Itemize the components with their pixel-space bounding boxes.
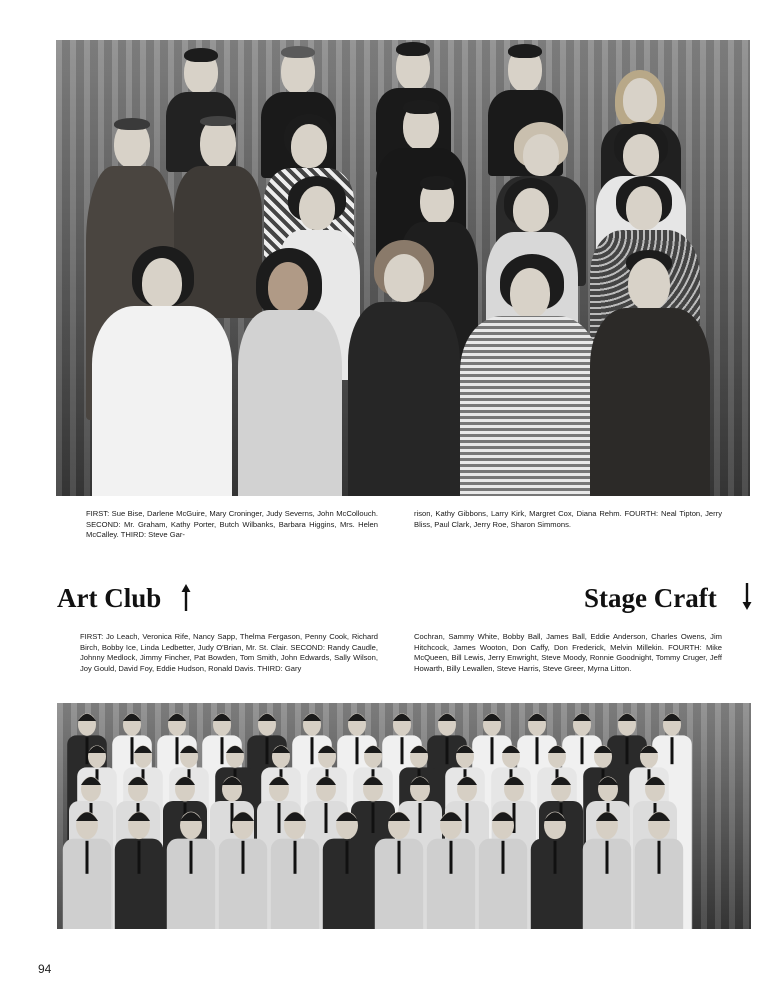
arrow-down-icon — [741, 582, 753, 610]
person — [232, 254, 348, 496]
art-club-title: Art Club — [57, 583, 162, 613]
top-caption-right: rison, Kathy Gibbons, Larry Kirk, Margret Cox, Diana Rehm. FOURTH: Neal Tipton, Jerry Bliss, Paul Clark, Jerry Roe, Sharon Simmons. — [414, 509, 722, 529]
person — [348, 246, 460, 496]
bottom-caption-right: Cochran, Sammy White, Bobby Ball, James Ball, Eddie Anderson, Charles Owens, Jim Hitchcock, James Wooton, Don Caffy, Don Frederick, Melvin Millekin. FOURTH: Mike McQueen, Bill Lewis, Jerry Enwright, Steve Moody, Ronnie Goodnight, Tommy Cruger, Jeff Howarth, Billy Lewallen, Steve Harris, Steve Greer, Myrna Litton. — [414, 632, 722, 673]
arrow-up-icon — [180, 584, 192, 612]
person — [460, 260, 600, 496]
page-number: 94 — [38, 962, 52, 976]
top-group-photo — [56, 40, 750, 496]
person — [590, 254, 710, 496]
person — [92, 250, 232, 496]
bottom-caption-left: FIRST: Jo Leach, Veronica Rife, Nancy Sapp, Thelma Fergason, Penny Cook, Richard Birch, Bobby Ice, Linda Ledbetter, Judy O'Brian, Mr. St. Clair. SECOND: Randy Caudle, Johnny Medlock, Jimmy Fincher, Pat Bowden, Tom Smith, John Edwards, Sally Wilson, Joy Gould, David Foy, Eddie Hudson, Ronald Davis. THIRD: Gary — [80, 632, 378, 673]
bottom-group-photo — [57, 703, 751, 929]
stage-craft-title: Stage Craft — [584, 583, 717, 613]
top-caption-left: FIRST: Sue Bise, Darlene McGuire, Mary Croninger, Judy Severns, John McCollouch. SECOND: Mr. Graham, Kathy Porter, Butch Wilbanks, Barbara Higgins, Mrs. Helen McCalley. THIRD: Steve Gar- — [86, 509, 378, 540]
group-of-students — [57, 703, 751, 929]
